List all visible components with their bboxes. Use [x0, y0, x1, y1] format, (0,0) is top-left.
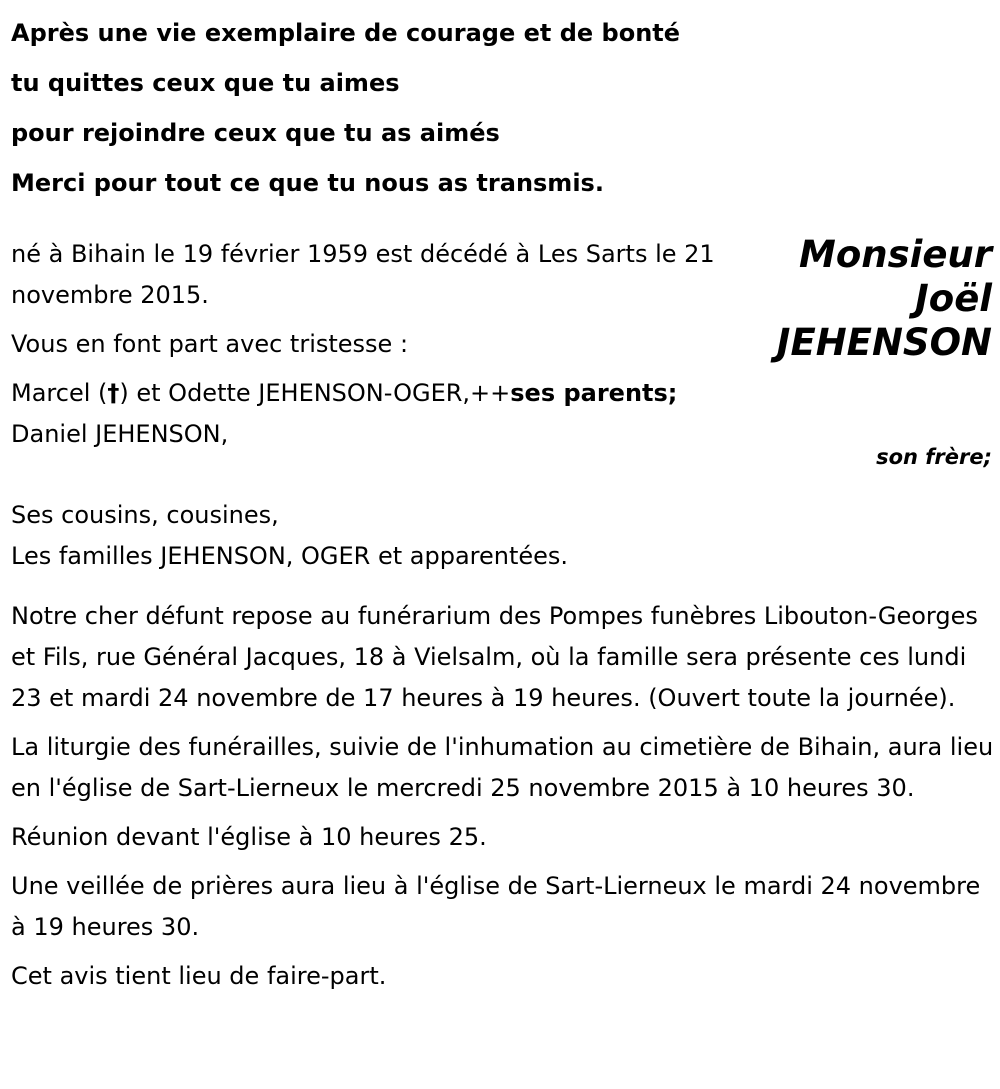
parents-name-start: Marcel ( — [11, 379, 108, 407]
brother-name: Daniel JEHENSON, — [11, 420, 229, 448]
cousins-line: Ses cousins, cousines, — [11, 501, 279, 529]
funerarium-paragraph: Notre cher défunt repose au funérarium des Pompes funèbres Libouton-Georges et Fils, rue Général Jacques, 18 à Vielsalm, où la famille sera présente ces lundi 23 et mardi 24 novembre de 17 heures à 19 heures. (Ouvert toute la journée). — [11, 602, 978, 712]
announcement-section — [11, 234, 736, 577]
vigil-paragraph: Une veillée de prières aura lieu à l'église de Sart-Lierneux le mardi 24 novembre à 19 heures 30. — [11, 872, 981, 941]
opening-poem — [11, 8, 911, 208]
deceased-first-name: Joël — [915, 277, 992, 320]
funeral-details — [11, 596, 996, 1005]
parents-relation: ses parents; — [510, 379, 678, 407]
cross-icon: † — [107, 379, 120, 407]
announce-intro: Vous en font part avec tristesse : — [11, 330, 409, 358]
deceased-name-block — [777, 233, 992, 365]
brother-relation: son frère; — [876, 445, 992, 469]
poem-line-4: Merci pour tout ce que tu nous as transmis. — [11, 169, 604, 197]
parents-name-end: ) et Odette JEHENSON-OGER,++ — [119, 379, 511, 407]
poem-line-2: tu quittes ceux que tu aimes — [11, 69, 400, 97]
deceased-title: Monsieur — [799, 233, 992, 276]
families-line: Les familles JEHENSON, OGER et apparentées. — [11, 542, 569, 570]
birth-death-statement: né à Bihain le 19 février 1959 est décédé à Les Sarts le 21 novembre 2015. — [11, 240, 715, 309]
parents-line — [11, 373, 736, 414]
poem-line-1: Après une vie exemplaire de courage et de bonté — [11, 19, 681, 47]
liturgy-paragraph: La liturgie des funérailles, suivie de l'inhumation au cimetière de Bihain, aura lieu en l'église de Sart-Lierneux le mercredi 25 novembre 2015 à 10 heures 30. — [11, 733, 994, 802]
notice-paragraph: Cet avis tient lieu de faire-part. — [11, 962, 387, 990]
meeting-paragraph: Réunion devant l'église à 10 heures 25. — [11, 823, 487, 851]
poem-line-3: pour rejoindre ceux que tu as aimés — [11, 119, 500, 147]
deceased-last-name: JEHENSON — [776, 321, 992, 364]
